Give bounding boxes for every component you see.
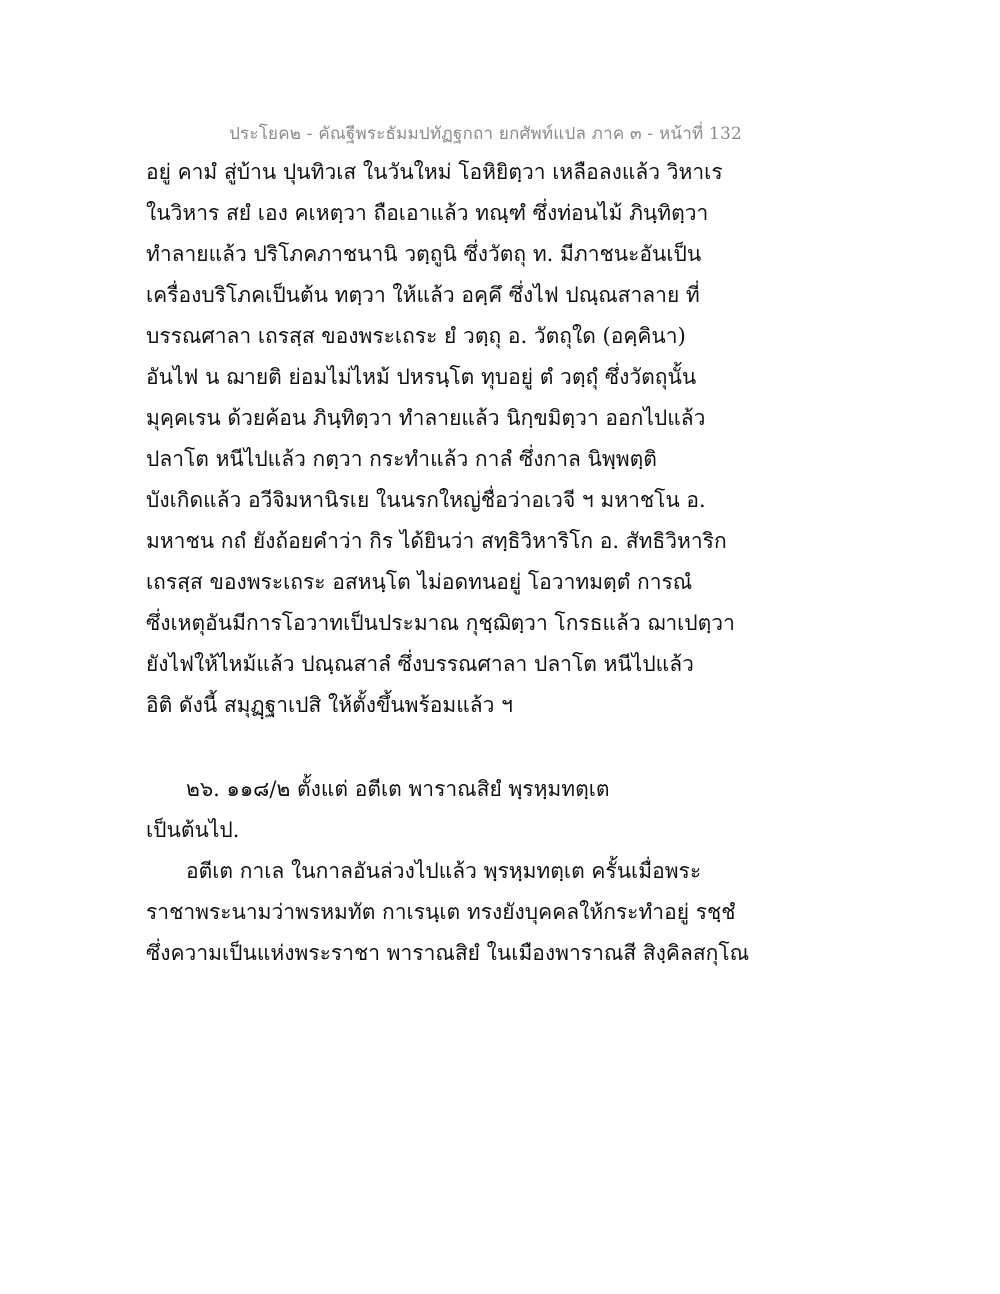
text-line: ทำลายแล้ว ปริโภคภาชนานิ วตฺถูนิ ซึ่งวัตถุ ท. มีภาชนะอันเป็น	[146, 242, 702, 266]
text-line: ราชาพระนามว่าพรหมทัต กาเรนฺเต ทรงยังบุคคลให้กระทำอยู่ รชฺชํ	[146, 900, 736, 924]
text-line: ปลาโต หนีไปแล้ว กตฺวา กระทำแล้ว กาลํ ซึ่งกาล นิพฺพตฺติ	[146, 447, 657, 471]
text-line: บังเกิดแล้ว อวีจิมหานิรเย ในนรกใหญ่ชื่อว่าอเวจี ฯ มหาชโน อ.	[146, 488, 706, 512]
text-line: อยู่ คามํ สู่บ้าน ปุนทิวเส ในวันใหม่ โอหิยิตฺวา เหลือลงแล้ว วิหาเร	[146, 160, 723, 184]
section-heading	[146, 769, 706, 851]
text-line: มุคฺคเรน ด้วยค้อน ภินฺทิตฺวา ทำลายแล้ว นิกฺขมิตฺวา ออกไปแล้ว	[146, 406, 706, 430]
text-line: ในวิหาร สยํ เอง คเหตฺวา ถือเอาแล้ว ทณฺฑํ ซึ่งท่อนไม้ ภินฺทิตฺวา	[146, 201, 709, 225]
text-line: เถรสฺส ของพระเถระ อสหนฺโต ไม่อดทนอยู่ โอวาทมตฺตํ การณํ	[146, 570, 693, 594]
text-line: อิติ ดังนี้ สมุฏฺฐาเปสิ ให้ตั้งขึ้นพร้อมแล้ว ฯ	[146, 693, 513, 717]
text-line: บรรณศาลา เถรสฺส ของพระเถระ ยํ วตฺถุ อ. วัตถุใด (อคฺคินา)	[146, 324, 686, 348]
page-header: ประโยค๒ - คัณฐีพระธัมมปทัฏฐกถา ยกศัพท์แปล ภาค ๓ - หน้าที่ 132	[229, 124, 742, 144]
text-line: มหาชน กถํ ยังถ้อยคำว่า กิร ได้ยินว่า สทฺธิวิหาริโก อ. สัทธิวิหาริก	[146, 529, 727, 553]
paragraph-2	[146, 851, 750, 974]
section-heading-line: ๒๖. ๑๑๘/๒ ตั้งแต่ อตีเต พาราณสิยํ พฺรหฺมทตฺเต	[186, 777, 610, 801]
text-line: เครื่องบริโภคเป็นต้น ทตฺวา ให้แล้ว อคฺคึ ซึ่งไฟ ปณฺณสาลาย ที่	[146, 283, 700, 307]
paragraph-gap	[146, 726, 706, 769]
text-line: อันไฟ น ฌายติ ย่อมไม่ไหม้ ปหรนฺโต ทุบอยู่ ตํ วตฺถุํ ซึ่งวัตถุนั้น	[146, 365, 697, 389]
text-line: ยังไฟให้ไหม้แล้ว ปณฺณสาลํ ซึ่งบรรณศาลา ปลาโต หนีไปแล้ว	[146, 652, 694, 676]
text-line: ซึ่งความเป็นแห่งพระราชา พาราณสิยํ ในเมืองพาราณสี สิงฺคิลสกุโณ	[146, 941, 750, 965]
section-heading-line: เป็นต้นไป.	[146, 818, 240, 842]
text-line: ซึ่งเหตุอันมีการโอวาทเป็นประมาณ กุชฺฌิตฺวา โกรธแล้ว ฌาเปตฺวา	[146, 611, 735, 635]
paragraph-1	[146, 152, 735, 726]
body-text	[146, 152, 750, 974]
text-line: อตีเต กาเล ในกาลอันล่วงไปแล้ว พฺรหฺมทตฺเต ครั้นเมื่อพระ	[186, 859, 702, 883]
